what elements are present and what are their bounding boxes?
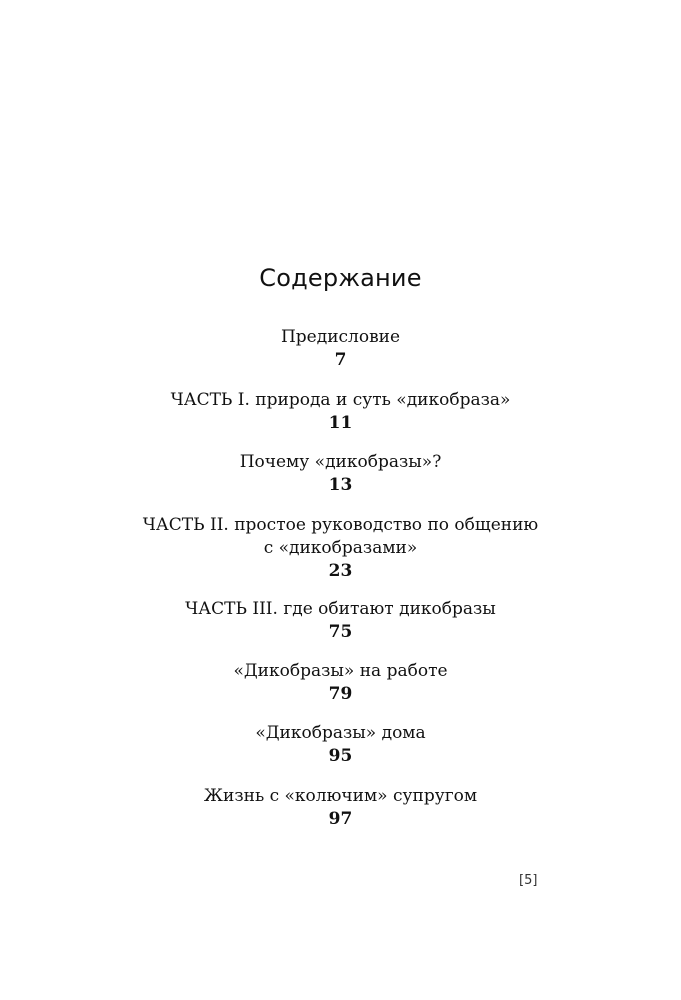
- page-number: [5]: [519, 873, 538, 888]
- toc-entry-title: Жизнь с «колючим» супругом: [203, 786, 478, 806]
- toc-entry-part-1[interactable]: [0, 389, 681, 435]
- toc-entry-why-porcupines[interactable]: [0, 451, 681, 497]
- toc-entry-part-3[interactable]: [0, 598, 681, 644]
- toc-entry-title: Почему «дикобразы»?: [239, 452, 442, 472]
- toc-entry-part-2[interactable]: [0, 514, 681, 583]
- toc-entry-page: 11: [328, 413, 353, 433]
- toc-entry-page: 75: [328, 622, 353, 642]
- toc-entry-title: Предисловие: [280, 327, 401, 347]
- toc-entry-page: 95: [328, 746, 353, 766]
- toc-entry-title: «Дикобразы» на работе: [233, 661, 448, 681]
- toc-entry-page: 79: [328, 684, 353, 704]
- toc-entry-page: 7: [334, 350, 347, 370]
- toc-entry-page: 23: [328, 561, 353, 581]
- toc-entry-title: ЧАСТЬ II. простое руководство по общению: [142, 515, 539, 535]
- contents-heading: Содержание: [259, 264, 422, 292]
- toc-entry-at-home[interactable]: [0, 722, 681, 768]
- toc-entry-title: «Дикобразы» дома: [255, 723, 426, 743]
- toc-entry-title-continued: с «дикобразами»: [263, 538, 418, 558]
- toc-entry-preface[interactable]: [0, 326, 681, 372]
- toc-entry-at-work[interactable]: [0, 660, 681, 706]
- toc-entry-title: ЧАСТЬ III. где обитают дикобразы: [185, 599, 496, 619]
- toc-entry-prickly-spouse[interactable]: [0, 785, 681, 831]
- toc-entry-page: 97: [328, 809, 353, 829]
- toc-entry-title: ЧАСТЬ I. природа и суть «дикобраза»: [170, 390, 511, 410]
- toc-entry-page: 13: [328, 475, 353, 495]
